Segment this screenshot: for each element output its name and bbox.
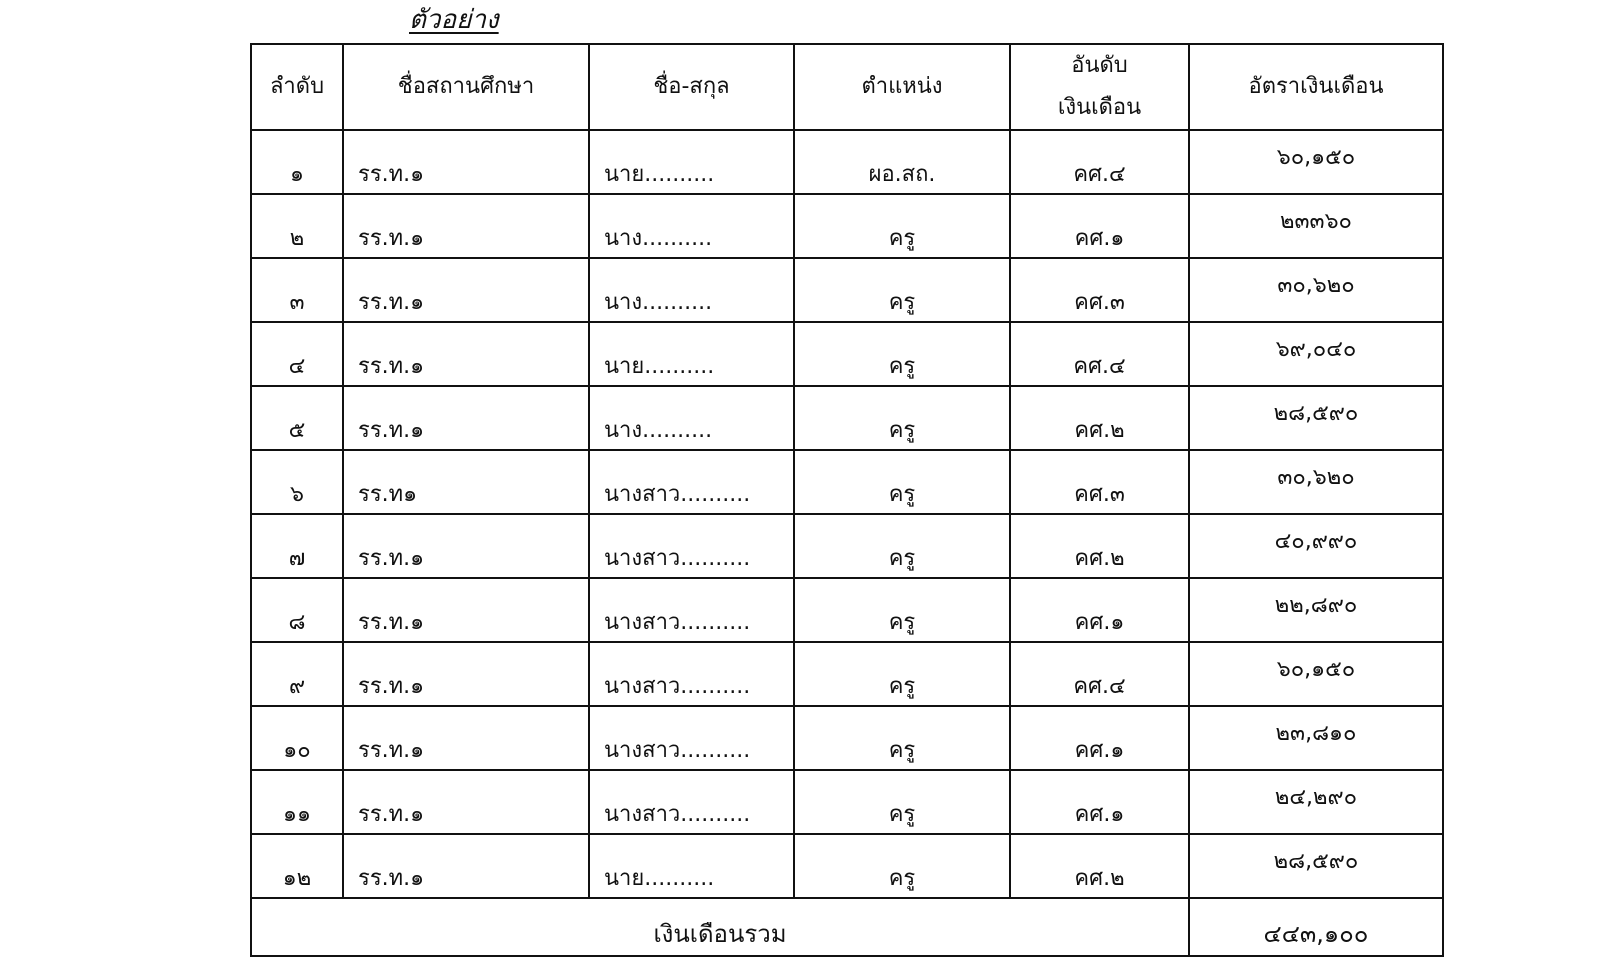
cell-school: รร.ท.๑ <box>343 386 589 450</box>
cell-name: นาย.......... <box>589 834 794 898</box>
header-no: ลำดับ <box>251 44 343 130</box>
cell-position: ครู <box>794 194 1010 258</box>
cell-position: ครู <box>794 514 1010 578</box>
table-row <box>251 578 1443 642</box>
cell-name: นาย.......... <box>589 130 794 194</box>
cell-position: ครู <box>794 578 1010 642</box>
cell-rank: คศ.๔ <box>1010 642 1189 706</box>
table-row <box>251 194 1443 258</box>
cell-rank: คศ.๑ <box>1010 770 1189 834</box>
total-label: เงินเดือนรวม <box>251 898 1189 956</box>
cell-position: ครู <box>794 642 1010 706</box>
cell-name: นางสาว.......... <box>589 770 794 834</box>
cell-rank: คศ.๓ <box>1010 450 1189 514</box>
cell-rank: คศ.๔ <box>1010 322 1189 386</box>
header-position: ตำแหน่ง <box>794 44 1010 130</box>
cell-no: ๔ <box>251 322 343 386</box>
cell-school: รร.ท.๑ <box>343 578 589 642</box>
table-row <box>251 706 1443 770</box>
cell-position: ครู <box>794 706 1010 770</box>
header-rank-line1: อันดับ <box>1071 53 1128 78</box>
cell-no: ๓ <box>251 258 343 322</box>
cell-no: ๘ <box>251 578 343 642</box>
cell-no: ๗ <box>251 514 343 578</box>
cell-salary: ๒๓๓๖๐ <box>1189 194 1443 258</box>
table-row <box>251 258 1443 322</box>
header-school: ชื่อสถานศึกษา <box>343 44 589 130</box>
cell-name: นาย.......... <box>589 322 794 386</box>
total-value: ๔๔๓,๑๐๐ <box>1189 898 1443 956</box>
salary-table <box>250 43 1444 957</box>
cell-no: ๙ <box>251 642 343 706</box>
cell-position: ครู <box>794 770 1010 834</box>
cell-position: ผอ.สถ. <box>794 130 1010 194</box>
cell-name: นางสาว.......... <box>589 642 794 706</box>
cell-salary: ๖๐,๑๕๐ <box>1189 130 1443 194</box>
cell-school: รร.ท.๑ <box>343 258 589 322</box>
cell-name: นาง.......... <box>589 194 794 258</box>
table-row <box>251 322 1443 386</box>
cell-no: ๖ <box>251 450 343 514</box>
cell-name: นางสาว.......... <box>589 706 794 770</box>
cell-no: ๒ <box>251 194 343 258</box>
cell-school: รร.ท.๑ <box>343 322 589 386</box>
cell-position: ครู <box>794 450 1010 514</box>
cell-name: นางสาว.......... <box>589 578 794 642</box>
header-rank <box>1010 44 1189 130</box>
cell-salary: ๒๘,๕๙๐ <box>1189 386 1443 450</box>
header-salary: อัตราเงินเดือน <box>1189 44 1443 130</box>
cell-rank: คศ.๔ <box>1010 130 1189 194</box>
cell-salary: ๒๘,๕๙๐ <box>1189 834 1443 898</box>
cell-name: นาง.......... <box>589 258 794 322</box>
cell-school: รร.ท.๑ <box>343 834 589 898</box>
cell-rank: คศ.๑ <box>1010 706 1189 770</box>
table-row <box>251 514 1443 578</box>
table-row <box>251 642 1443 706</box>
cell-no: ๑ <box>251 130 343 194</box>
cell-name: นาง.......... <box>589 386 794 450</box>
cell-position: ครู <box>794 322 1010 386</box>
cell-school: รร.ท.๑ <box>343 194 589 258</box>
cell-school: รร.ท.๑ <box>343 770 589 834</box>
table-row <box>251 450 1443 514</box>
cell-position: ครู <box>794 258 1010 322</box>
cell-no: ๕ <box>251 386 343 450</box>
cell-position: ครู <box>794 386 1010 450</box>
table-row <box>251 834 1443 898</box>
header-name: ชื่อ-สกุล <box>589 44 794 130</box>
cell-no: ๑๒ <box>251 834 343 898</box>
cell-salary: ๓๐,๖๒๐ <box>1189 450 1443 514</box>
cell-salary: ๖๙,๐๔๐ <box>1189 322 1443 386</box>
cell-rank: คศ.๒ <box>1010 514 1189 578</box>
cell-salary: ๓๐,๖๒๐ <box>1189 258 1443 322</box>
cell-school: รร.ท.๑ <box>343 642 589 706</box>
header-row <box>251 44 1443 130</box>
table-row <box>251 386 1443 450</box>
cell-salary: ๒๒,๘๙๐ <box>1189 578 1443 642</box>
table-row <box>251 130 1443 194</box>
cell-school: รร.ท.๑ <box>343 514 589 578</box>
cell-no: ๑๑ <box>251 770 343 834</box>
cell-school: รร.ท.๑ <box>343 706 589 770</box>
cell-rank: คศ.๓ <box>1010 258 1189 322</box>
cell-rank: คศ.๑ <box>1010 194 1189 258</box>
cell-name: นางสาว.......... <box>589 514 794 578</box>
cell-rank: คศ.๒ <box>1010 834 1189 898</box>
cell-rank: คศ.๑ <box>1010 578 1189 642</box>
cell-no: ๑๐ <box>251 706 343 770</box>
document-caption: ตัวอย่าง <box>409 5 499 35</box>
cell-salary: ๔๐,๙๙๐ <box>1189 514 1443 578</box>
cell-name: นางสาว.......... <box>589 450 794 514</box>
cell-salary: ๖๐,๑๕๐ <box>1189 642 1443 706</box>
table-row <box>251 770 1443 834</box>
cell-school: รร.ท๑ <box>343 450 589 514</box>
cell-rank: คศ.๒ <box>1010 386 1189 450</box>
header-rank-line2: เงินเดือน <box>1057 95 1142 120</box>
total-row <box>251 898 1443 956</box>
cell-position: ครู <box>794 834 1010 898</box>
cell-salary: ๒๓,๘๑๐ <box>1189 706 1443 770</box>
cell-school: รร.ท.๑ <box>343 130 589 194</box>
cell-salary: ๒๔,๒๙๐ <box>1189 770 1443 834</box>
